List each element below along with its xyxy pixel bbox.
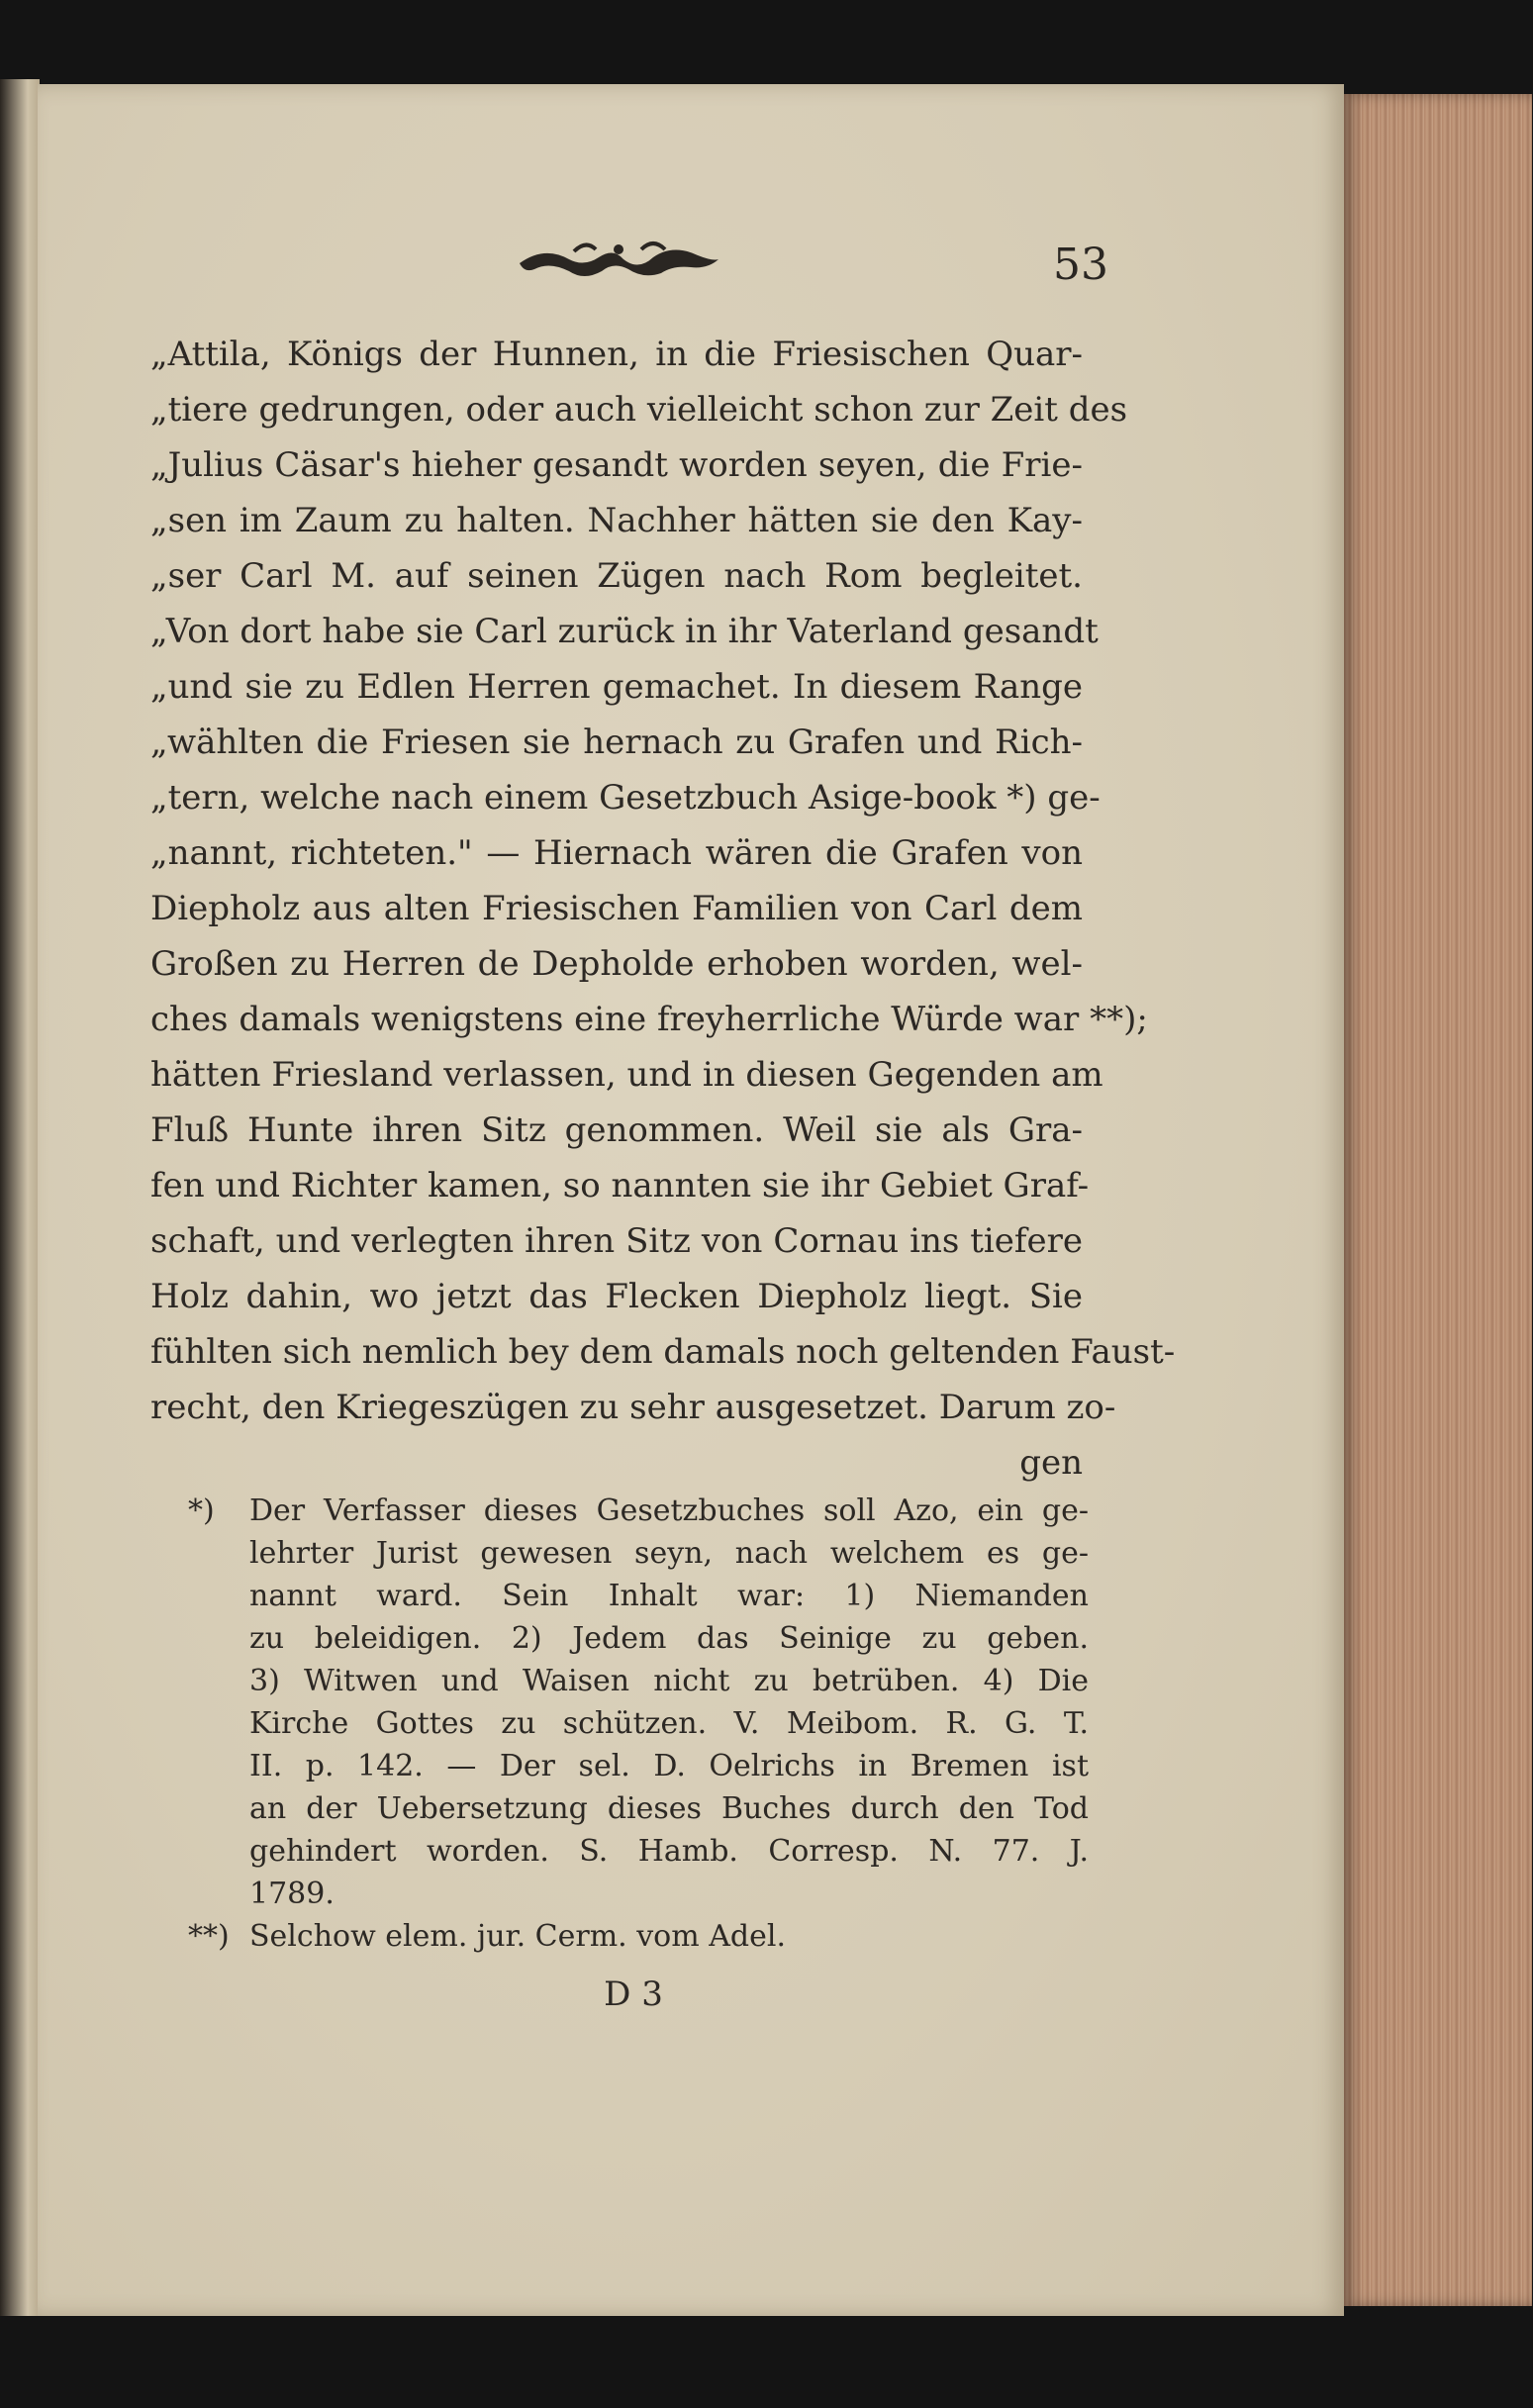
text-line: Großen zu Herren de Depholde erhoben worden, wel- [150,944,1083,984]
text-line: „sen im Zaum zu halten. Nachher hätten sie den Kay- [150,501,1083,540]
text-line: „wählten die Friesen sie hernach zu Grafen und Rich- [150,722,1083,762]
footnote-line: lehrter Jurist gewesen seyn, nach welchem es ge- [249,1536,1089,1571]
footnote-line: Kirche Gottes zu schützen. V. Meibom. R. G. T. [249,1706,1089,1741]
text-line: schaft, und verlegten ihren Sitz von Cornau ins tiefere [150,1221,1083,1261]
signature-mark: D 3 [604,1975,663,2014]
text-line: ches damals wenigstens eine freyherrliche Würde war **); [150,1000,1148,1039]
text-line: „tern, welche nach einem Gesetzbuch Asige-book *) ge- [150,778,1101,818]
text-line: fen und Richter kamen, so nannten sie ihr Gebiet Graf- [150,1166,1090,1205]
footnotes [188,1490,1089,1958]
footnote [188,1490,1089,1915]
ornament-icon [515,236,722,285]
footnote-mark: *) [188,1493,215,1528]
catchword: gen [1019,1443,1083,1483]
text-line: „ser Carl M. auf seinen Zügen nach Rom begleitet. [150,556,1083,596]
footnote-line: 3) Witwen und Waisen nicht zu betrüben. 4) Die [249,1664,1089,1698]
page-block-edges [1344,94,1532,2306]
footnote-line: II. p. 142. — Der sel. D. Oelrichs in Bremen ist [249,1749,1089,1783]
text-line: „Attila, Königs der Hunnen, in die Friesischen Quar- [150,335,1083,374]
text-line: recht, den Kriegeszügen zu sehr ausgesetzet. Darum zo- [150,1388,1116,1427]
text-line: „tiere gedrungen, oder auch vielleicht schon zur Zeit des [150,390,1128,430]
text-line: fühlten sich nemlich bey dem damals noch geltenden Faust- [150,1332,1176,1372]
text-line: „Julius Cäsar's hieher gesandt worden seyen, die Frie- [150,445,1083,485]
footnote-line: gehindert worden. S. Hamb. Corresp. N. 77. J. [249,1834,1089,1869]
text-line: „nannt, richteten." — Hiernach wären die Grafen von [150,833,1083,873]
text-line: „Von dort habe sie Carl zurück in ihr Vaterland gesandt [150,612,1099,651]
footnote-line: 1789. [249,1877,335,1911]
text-line: Fluß Hunte ihren Sitz genommen. Weil sie als Gra- [150,1110,1083,1150]
text-line: Holz dahin, wo jetzt das Flecken Diepholz liegt. Sie [150,1277,1083,1316]
footnote-line: an der Uebersetzung dieses Buches durch den Tod [249,1791,1089,1826]
text-line: hätten Friesland verlassen, und in diesen Gegenden am [150,1055,1103,1095]
footnote-line: nannt ward. Sein Inhalt war: 1) Niemanden [249,1579,1089,1613]
page-number: 53 [1053,240,1108,290]
footnote-mark: **) [188,1919,230,1954]
footnote [188,1915,1089,1958]
footnote-line: Selchow elem. jur. Cerm. vom Adel. [249,1919,786,1954]
body-text [150,327,1176,1491]
text-line: „und sie zu Edlen Herren gemachet. In diesem Range [150,667,1083,707]
text-line: Diepholz aus alten Friesischen Familien von Carl dem [150,889,1083,928]
previous-page-edge [0,79,40,2316]
footnote-line: Der Verfasser dieses Gesetzbuches soll Azo, ein ge- [249,1493,1089,1528]
footnote-line: zu beleidigen. 2) Jedem das Seinige zu geben. [249,1621,1089,1656]
